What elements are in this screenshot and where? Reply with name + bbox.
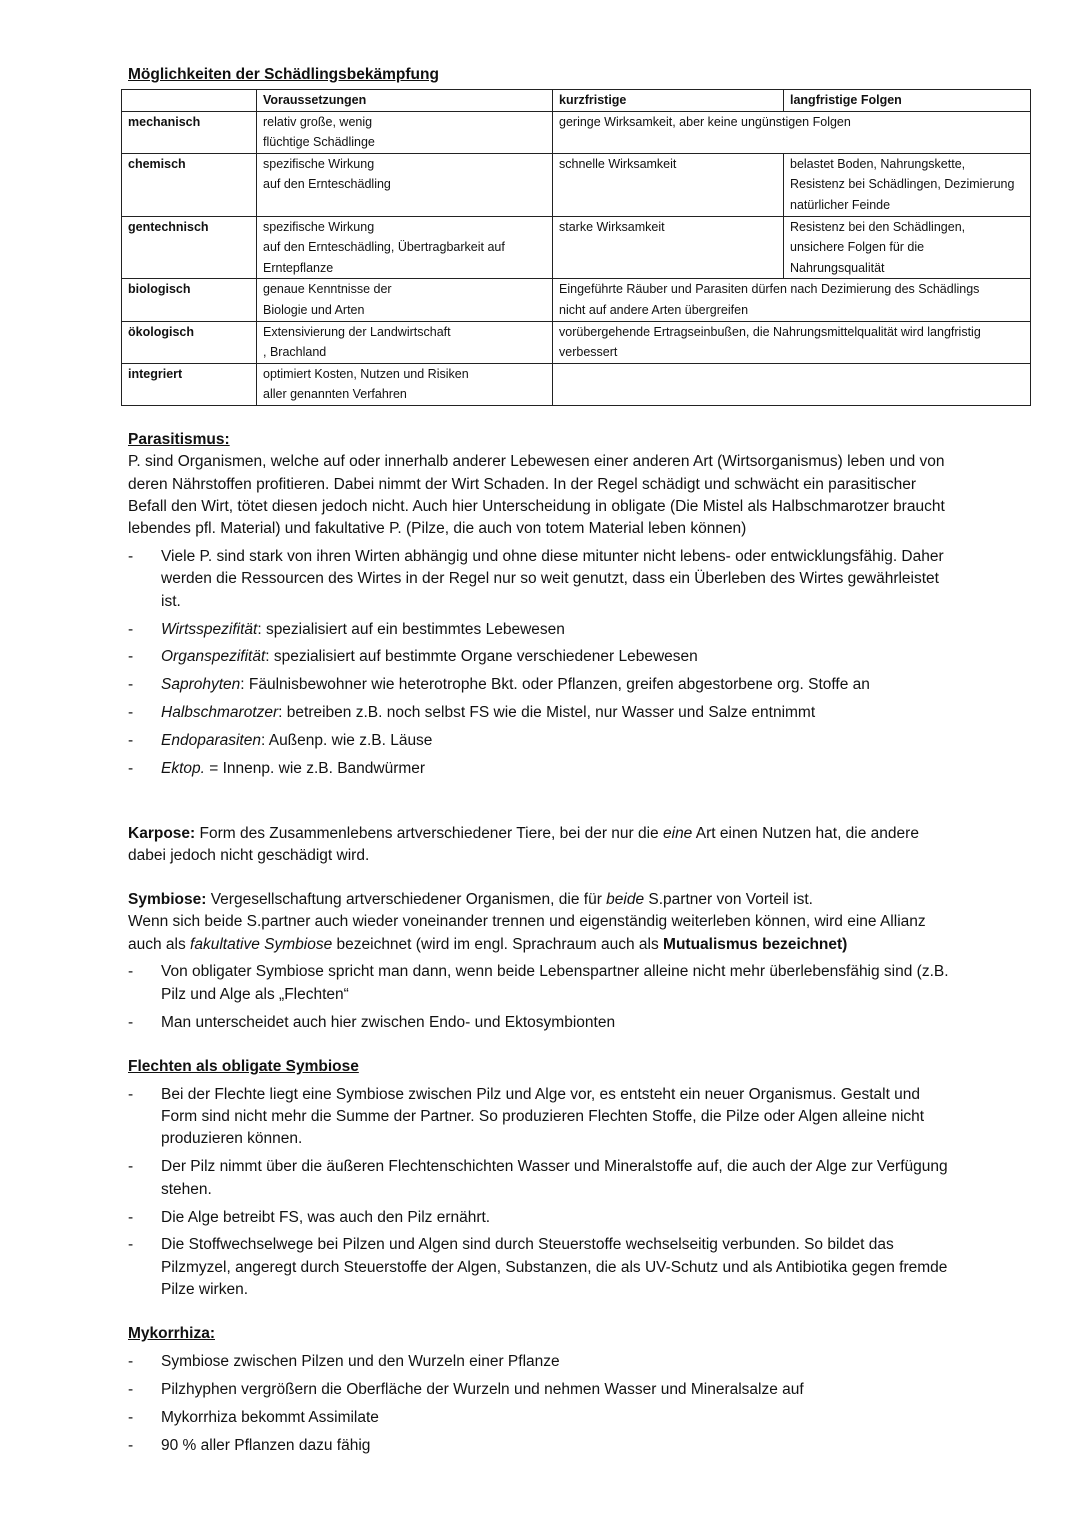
header-short-term: kurzfristige — [553, 90, 784, 112]
table-row — [122, 216, 1031, 279]
list-item: - Halbschmarotzer: betreiben z.B. noch selbst FS wie die Mistel, nur Wasser und Salze entnimmt — [128, 702, 958, 724]
prerequisites-cell: genaue Kenntnisse der Biologie und Arten — [257, 279, 553, 321]
list-item: - Bei der Flechte liegt eine Symbiose zwischen Pilz und Alge vor, es entsteht ein neuer Organismus. Gestalt und Form sind nicht mehr die Summe der Partner. So produzieren Flechten Stoffe, die Pilze oder Algen alleine nicht produzieren können. — [128, 1084, 958, 1151]
flechten-list — [128, 1084, 958, 1301]
section-parasitismus — [128, 429, 958, 780]
prerequisites-cell: spezifische Wirkung auf den Ernteschädling, Übertragbarkeit auf Erntepflanze — [257, 216, 553, 279]
pest-control-table — [121, 89, 1031, 406]
table-row — [122, 153, 1031, 216]
header-long-term: langfristige Folgen — [784, 90, 1031, 112]
section-flechten — [128, 1056, 958, 1301]
consequences-cell: geringe Wirksamkeit, aber keine ungünstigen Folgen — [553, 111, 1031, 153]
paragraph: Karpose: Form des Zusammenlebens artverschiedener Tiere, bei der nur die eine Art einen Nutzen hat, die andere dabei jedoch nicht geschädigt wird. — [128, 825, 919, 865]
section-heading: Flechten als obligate Symbiose — [128, 1058, 359, 1075]
term: Wirtsspezifität — [161, 620, 258, 638]
consequences-cell: vorübergehende Ertragseinbußen, die Nahrungsmittelqualität wird langfristig verbessert — [553, 321, 1031, 363]
term: Saprohyten — [161, 676, 241, 694]
table-row — [122, 321, 1031, 363]
term: Symbiose: — [128, 891, 207, 908]
paragraph: P. sind Organismen, welche auf oder innerhalb anderer Lebewesen einer anderen Art (Wirtsorganismus) leben und von deren Nährstoffen profitieren. Dabei nimmt der Wirt Schaden. In der Regel schädigt und schwächt ein parasitischer Befall den Wirt, tötet diesen jedoch nicht. Auch hier Unterscheidung in obligate (Die Mistel als Halbschmarotzer braucht lebendes pfl. Material) und fakultative P. (Pilze, die auch von totem Material leben können) — [128, 453, 945, 538]
section-heading: Parasitismus: — [128, 431, 230, 448]
list-item: - Von obligater Symbiose spricht man dann, wenn beide Lebenspartner alleine nicht mehr überlebensfähig sind (z.B. Pilz und Alge als „Flechten“ — [128, 961, 958, 1006]
section-karpose — [128, 823, 958, 868]
list-item: - Ektop. = Innenp. wie z.B. Bandwürmer — [128, 758, 958, 780]
paragraph: Wenn sich beide S.partner auch wieder voneinander trennen und eigenständig weiterleben können, wird eine Allianz auch als fakultative Symbiose bezeichnet (wird im engl. Sprachraum auch als Mutualismus bezeichnet) — [128, 913, 926, 953]
prerequisites-cell: spezifische Wirkung auf den Ernteschädling — [257, 153, 553, 216]
method-cell: gentechnisch — [122, 216, 257, 279]
prerequisites-cell: relativ große, wenig flüchtige Schädlinge — [257, 111, 553, 153]
method-cell: mechanisch — [122, 111, 257, 153]
table-row — [122, 111, 1031, 153]
term: Halbschmarotzer — [161, 704, 279, 722]
section-mykorrhiza — [128, 1323, 958, 1457]
prerequisites-cell: Extensivierung der Landwirtschaft , Brachland — [257, 321, 553, 363]
header-method — [122, 90, 257, 112]
short-term-cell: schnelle Wirksamkeit — [553, 153, 784, 216]
table-row — [122, 279, 1031, 321]
list-item: - Wirtsspezifität: spezialisiert auf ein bestimmtes Lebewesen — [128, 619, 958, 641]
list-item: - Endoparasiten: Außenp. wie z.B. Läuse — [128, 730, 958, 752]
list-item: - Symbiose zwischen Pilzen und den Wurzeln einer Pflanze — [128, 1351, 958, 1373]
list-item: - Der Pilz nimmt über die äußeren Flechtenschichten Wasser und Mineralstoffe auf, die auch der Alge zur Verfügung stehen. — [128, 1156, 958, 1201]
paragraph: Symbiose: Vergesellschaftung artverschiedener Organismen, die für beide S.partner von Vorteil ist. — [128, 891, 813, 908]
symbiose-list — [128, 961, 958, 1033]
mykorrhiza-list — [128, 1351, 958, 1457]
table-row — [122, 363, 1031, 405]
prerequisites-cell: optimiert Kosten, Nutzen und Risiken aller genannten Verfahren — [257, 363, 553, 405]
section-symbiose — [128, 889, 958, 1034]
list-item: - Man unterscheidet auch hier zwischen Endo- und Ektosymbionten — [128, 1012, 958, 1034]
term: Karpose: — [128, 825, 196, 842]
method-cell: integriert — [122, 363, 257, 405]
parasitismus-list — [128, 546, 958, 780]
term: Endoparasiten — [161, 732, 261, 750]
long-term-cell: Resistenz bei den Schädlingen, unsichere Folgen für die Nahrungsqualität — [784, 216, 1031, 279]
consequences-cell — [553, 363, 1031, 405]
term: Organspezifität — [161, 648, 266, 666]
list-item: - Pilzhyphen vergrößern die Oberfläche der Wurzeln und nehmen Wasser und Mineralsalze auf — [128, 1379, 958, 1401]
table-header-row — [122, 90, 1031, 112]
long-term-cell: belastet Boden, Nahrungskette, Resistenz bei Schädlingen, Dezimierung natürlicher Feinde — [784, 153, 1031, 216]
section-heading: Mykorrhiza: — [128, 1325, 215, 1342]
list-item: - Mykorrhiza bekommt Assimilate — [128, 1407, 958, 1429]
consequences-cell: Eingeführte Räuber und Parasiten dürfen nach Dezimierung des Schädlings nicht auf andere Arten übergreifen — [553, 279, 1031, 321]
list-item: - Organspezifität: spezialisiert auf bestimmte Organe verschiedener Lebewesen — [128, 646, 958, 668]
list-item: - Die Alge betreibt FS, was auch den Pilz ernährt. — [128, 1207, 958, 1229]
term: Ektop. — [161, 760, 205, 778]
list-item: - Die Stoffwechselwege bei Pilzen und Algen sind durch Steuerstoffe wechselseitig verbunden. So bildet das Pilzmyzel, angeregt durch Steuerstoffe der Algen, Substanzen, die als UV-Schutz und als Antibiotika gegen fremde Pilze wirken. — [128, 1234, 958, 1301]
method-cell: chemisch — [122, 153, 257, 216]
method-cell: ökologisch — [122, 321, 257, 363]
short-term-cell: starke Wirksamkeit — [553, 216, 784, 279]
table-title: Möglichkeiten der Schädlingsbekämpfung — [128, 66, 439, 83]
list-item: - Saprohyten: Fäulnisbewohner wie heterotrophe Bkt. oder Pflanzen, greifen abgestorbene org. Stoffe an — [128, 674, 958, 696]
method-cell: biologisch — [122, 279, 257, 321]
list-item: - 90 % aller Pflanzen dazu fähig — [128, 1435, 958, 1457]
list-item: - Viele P. sind stark von ihren Wirten abhängig und ohne diese mitunter nicht lebens- oder entwicklungsfähig. Daher werden die Ressourcen des Wirtes in der Regel nur so weit genutzt, dass ein Überleben des Wirtes gewährleistet ist. — [128, 546, 958, 613]
header-prerequisites: Voraussetzungen — [257, 90, 553, 112]
